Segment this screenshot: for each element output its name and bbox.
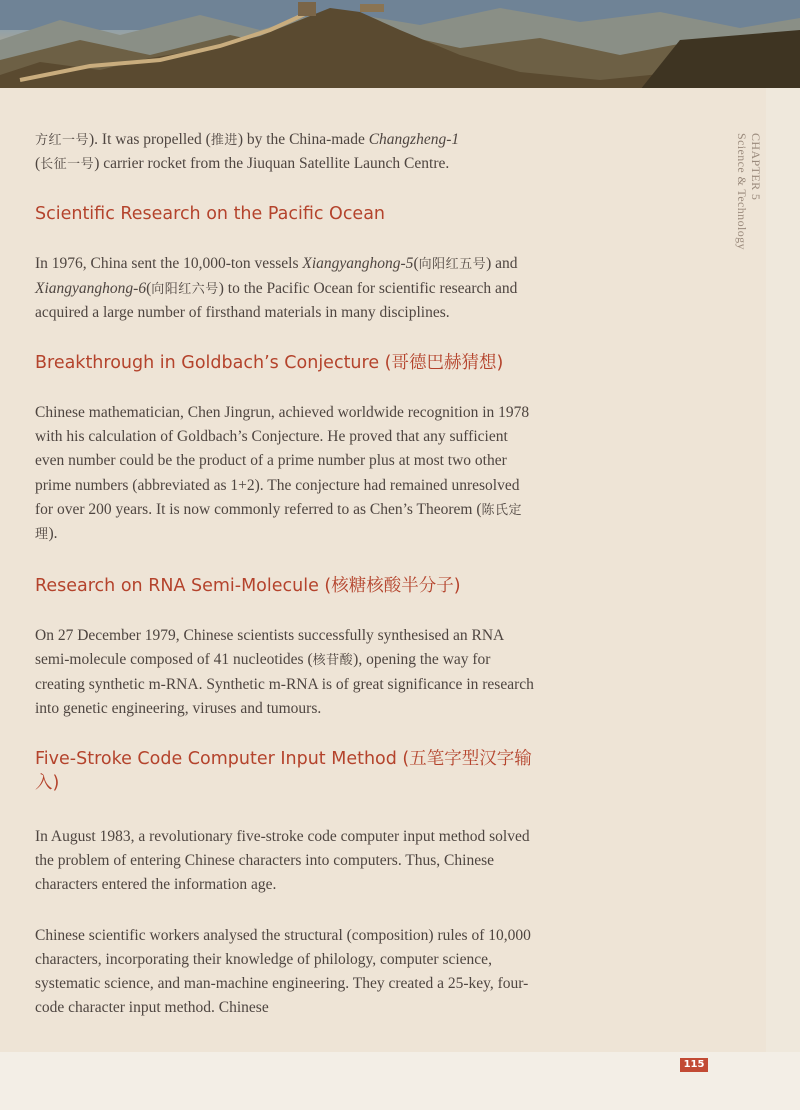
page-number-badge: 115 [680,1058,708,1072]
chapter-number: CHAPTER 5 [749,133,763,201]
great-wall-banner-image [0,0,800,90]
section-heading-five-stroke: Five-Stroke Code Computer Input Method (五笔字型汉字输入) [35,749,532,794]
mountain-landscape-illustration [0,0,800,90]
chapter-title: Science & Technology [735,133,749,250]
section-heading-pacific: Scientific Research on the Pacific Ocean [35,204,386,225]
main-content [35,128,535,1020]
section-paragraph-pacific: In 1976, China sent the 10,000-ton vessels Xiangyanghong-5(向阳红五号) and Xiangyanghong-6(向阳红六号) to the Pacific Ocean for scientific research and acquired a large number of firsthand materials in many disciplines. [35,255,518,321]
section-paragraph-five-stroke-1: In August 1983, a revolutionary five-stroke code computer input method solved the problem of entering Chinese characters into computers. Thus, Chinese characters entered the information age. [35,828,530,894]
section-heading-goldbach: Breakthrough in Goldbach’s Conjecture (哥德巴赫猜想) [35,353,504,374]
section-paragraph-rna: On 27 December 1979, Chinese scientists successfully synthesised an RNA semi-molecule composed of 41 nucleotides (核苷酸), opening the way for creating synthetic m-RNA. Synthetic m-RNA is of great significance in research into genetic engineering, viruses and tumours. [35,627,534,717]
section-heading-rna: Research on RNA Semi-Molecule (核糖核酸半分子) [35,576,461,597]
chapter-sidebar-label [735,133,763,250]
section-paragraph-five-stroke-2: Chinese scientific workers analysed the structural (composition) rules of 10,000 characters, incorporating their knowledge of philology, computer science, systematic science, and man-machine engineering. They created a 25-key, four-code character input method. Chinese [35,926,531,1017]
section-paragraph-goldbach: Chinese mathematician, Chen Jingrun, achieved worldwide recognition in 1978 with his calculation of Goldbach’s Conjecture. He proved that any sufficient even number could be the product of a prime number plus at most two other prime numbers (abbreviated as 1+2). The conjecture had remained unresolved for over 200 years. It is now commonly referred to as Chen’s Theorem (陈氏定理). [35,404,530,543]
intro-paragraph: 方红一号). It was propelled (推进) by the China-made Changzheng-1 (长征一号) carrier rocket from the Jiuquan Satellite Launch Centre. [35,131,460,173]
page-margin [766,88,800,1052]
